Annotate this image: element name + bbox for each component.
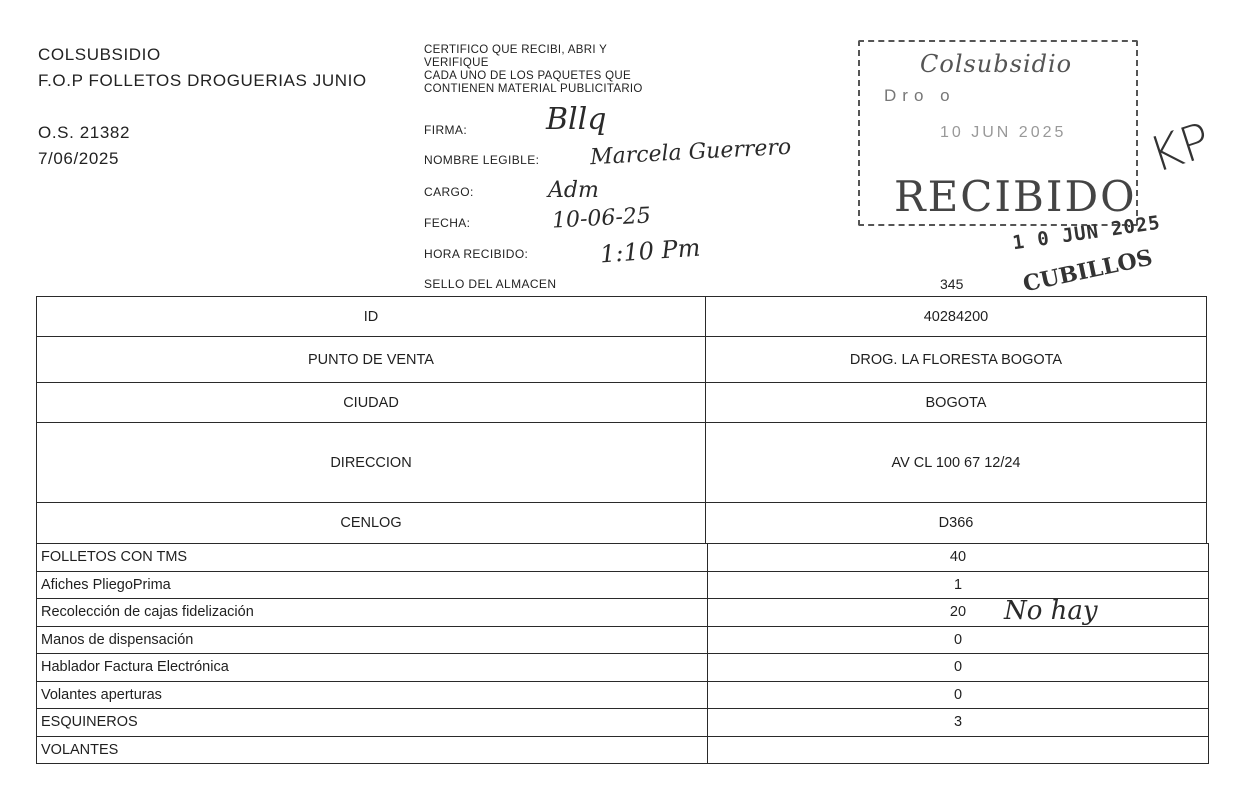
stamp-date: 10 JUN 2025 (940, 124, 1067, 141)
name-stamp: CUBILLOS (1020, 244, 1155, 298)
item-value: 1 (708, 571, 1209, 599)
item-value: 0 (708, 654, 1209, 682)
item-label: Manos de dispensación (37, 626, 708, 654)
fecha-label: FECHA: (424, 216, 471, 230)
cargo-label: CARGO: (424, 185, 474, 199)
header-block (38, 42, 367, 172)
handwritten-signature: Bllq (546, 102, 607, 137)
cert-line-2: VERIFIQUE (424, 57, 489, 69)
info-value: AV CL 100 67 12/24 (706, 423, 1207, 503)
project-name: F.O.P FOLLETOS DROGUERIAS JUNIO (38, 71, 367, 90)
info-label: CENLOG (37, 503, 706, 544)
handwritten-fecha: 10-06-25 (551, 203, 652, 234)
info-value: D366 (706, 503, 1207, 544)
info-value: DROG. LA FLORESTA BOGOTA (706, 337, 1207, 383)
item-label: Afiches PliegoPrima (37, 571, 708, 599)
handwritten-cargo: Adm (548, 178, 599, 203)
certification-text (424, 44, 643, 96)
item-value: 40 (708, 544, 1209, 572)
table-row (37, 709, 1209, 737)
table-row (37, 626, 1209, 654)
cert-line-4: CONTIENEN MATERIAL PUBLICITARIO (424, 83, 643, 95)
stamp-subtitle: Dro o (884, 86, 956, 105)
table-row (37, 337, 1207, 383)
info-label: PUNTO DE VENTA (37, 337, 706, 383)
item-label: VOLANTES (37, 736, 708, 764)
item-value: 0 (708, 626, 1209, 654)
table-row (37, 654, 1209, 682)
stamp-brand: Colsubsidio (920, 50, 1073, 78)
hora-label: HORA RECIBIDO: (424, 247, 529, 261)
item-label: ESQUINEROS (37, 709, 708, 737)
table-row (37, 571, 1209, 599)
order-number: O.S. 21382 (38, 123, 131, 142)
store-info-table (36, 296, 1207, 544)
store-number: 345 (940, 276, 964, 292)
info-label: ID (37, 297, 706, 337)
table-row (37, 297, 1207, 337)
table-row (37, 681, 1209, 709)
item-label: FOLLETOS CON TMS (37, 544, 708, 572)
handwritten-note: No hay (1004, 596, 1098, 626)
stamp-recibido: RECIBIDO (894, 172, 1137, 221)
handwritten-initials: KP (1142, 112, 1218, 184)
sello-label: SELLO DEL ALMACEN (424, 277, 557, 291)
cert-line-1: CERTIFICO QUE RECIBI, ABRI Y (424, 44, 608, 56)
item-label: Hablador Factura Electrónica (37, 654, 708, 682)
item-label: Recolección de cajas fidelización (37, 599, 708, 627)
info-value: BOGOTA (706, 383, 1207, 423)
table-row (37, 503, 1207, 544)
items-table (36, 543, 1209, 764)
table-row (37, 544, 1209, 572)
item-value: 3 (708, 709, 1209, 737)
info-label: DIRECCION (37, 423, 706, 503)
handwritten-name: Marcela Guerrero (589, 134, 792, 171)
item-value: 20 (708, 599, 1209, 627)
info-value: 40284200 (706, 297, 1207, 337)
cert-line-3: CADA UNO DE LOS PAQUETES QUE (424, 70, 631, 82)
info-label: CIUDAD (37, 383, 706, 423)
date-stamp: 1 0 JUN 2025 (1011, 211, 1163, 255)
table-row (37, 383, 1207, 423)
item-label: Volantes aperturas (37, 681, 708, 709)
received-stamp (858, 40, 1138, 226)
firma-label: FIRMA: (424, 123, 468, 137)
document-date: 7/06/2025 (38, 149, 120, 168)
nombre-label: NOMBRE LEGIBLE: (424, 153, 540, 167)
item-value: 0 (708, 681, 1209, 709)
handwritten-hora: 1:10 Pm (599, 233, 702, 269)
item-value (708, 736, 1209, 764)
table-row (37, 736, 1209, 764)
table-row (37, 423, 1207, 503)
company-name: COLSUBSIDIO (38, 45, 161, 64)
